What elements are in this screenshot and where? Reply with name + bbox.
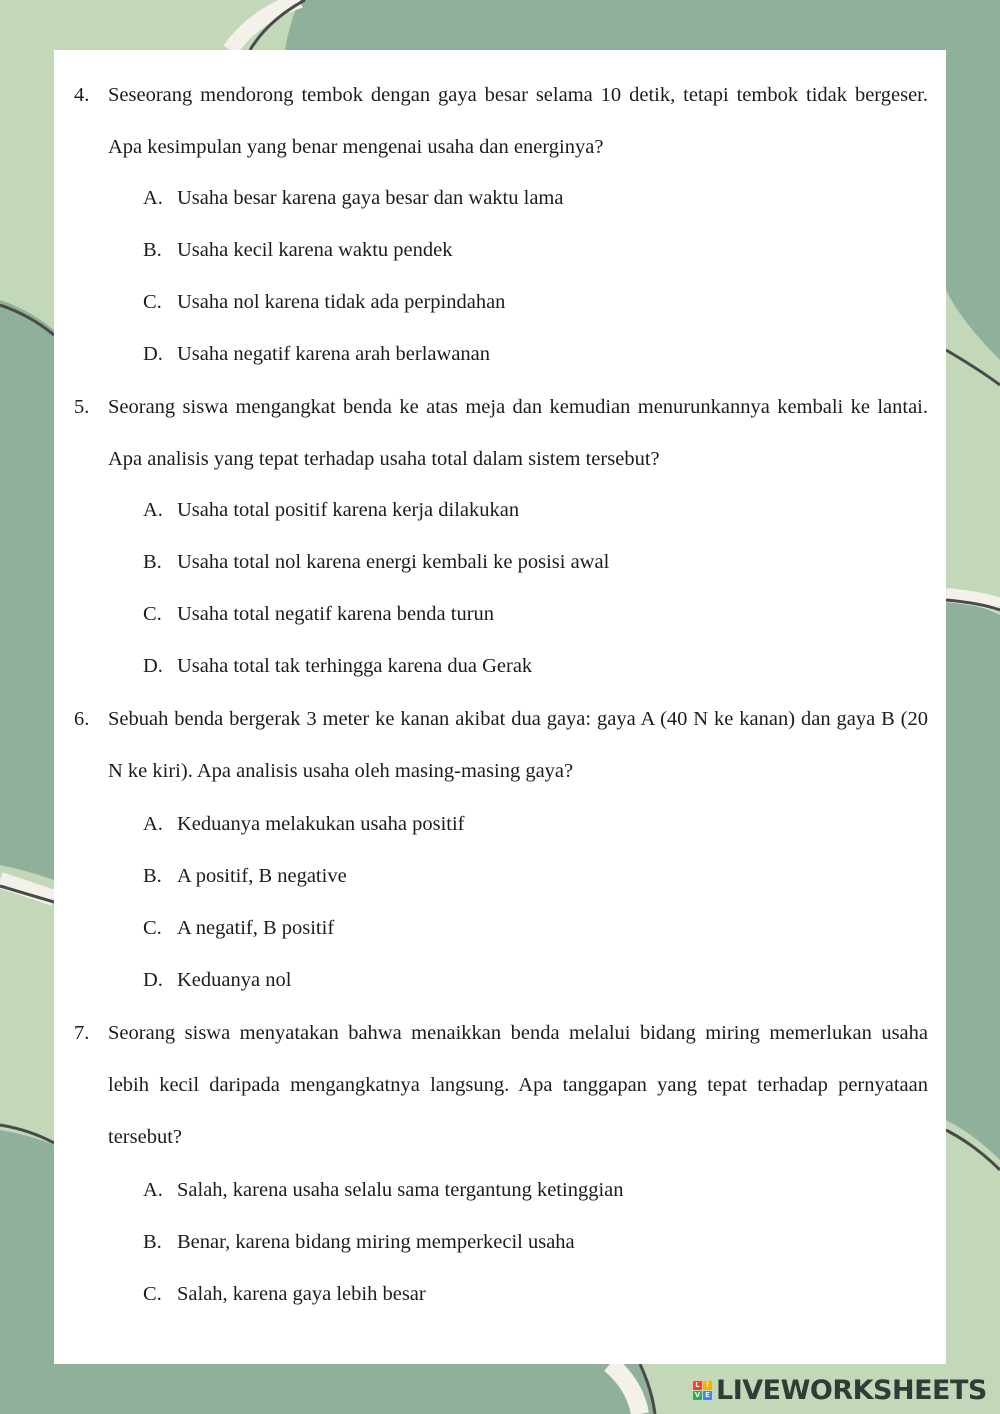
option-text: Usaha total positif karena kerja dilakukan [177, 499, 520, 521]
option-b [143, 547, 609, 577]
option-text: Keduanya melakukan usaha positif [177, 813, 465, 835]
question-7 [74, 1007, 928, 1163]
option-letter: B. [143, 551, 162, 573]
option-text: Usaha total nol karena energi kembali ke posisi awal [177, 551, 610, 573]
worksheet-page [54, 50, 946, 1364]
question-number: 5. [74, 396, 90, 418]
logo-letter: V [694, 1390, 701, 1399]
option-b [143, 235, 453, 265]
option-text: Salah, karena gaya lebih besar [177, 1283, 426, 1305]
liveworksheets-logo-icon [693, 1381, 712, 1400]
bg-blob-left-mid [0, 300, 54, 880]
option-text: A positif, B negative [177, 865, 347, 887]
option-letter: D. [143, 655, 163, 677]
option-a [143, 183, 563, 213]
option-letter: A. [143, 813, 163, 835]
option-letter: D. [143, 969, 163, 991]
option-c [143, 913, 334, 943]
option-text: Usaha kecil karena waktu pendek [177, 239, 453, 261]
option-text: Usaha nol karena tidak ada perpindahan [177, 291, 506, 313]
question-text: Seorang siswa menyatakan bahwa menaikkan benda melalui bidang miring memerlukan usaha lebih kecil daripada mengangkatnya langsung. Apa tanggapan yang tepat terhadap pernyataan tersebut? [108, 1022, 928, 1148]
option-letter: C. [143, 603, 162, 625]
question-6 [74, 693, 928, 797]
option-text: Usaha besar karena gaya besar dan waktu lama [177, 187, 564, 209]
option-c [143, 287, 505, 317]
option-d [143, 965, 291, 995]
option-a [143, 809, 464, 839]
option-text: Usaha total tak terhingga karena dua Gerak [177, 655, 533, 677]
option-b [143, 861, 347, 891]
question-text: Seseorang mendorong tembok dengan gaya besar selama 10 detik, tetapi tembok tidak bergeser. Apa kesimpulan yang benar mengenai usaha dan energinya? [108, 84, 928, 158]
question-number: 4. [74, 84, 90, 106]
option-d [143, 651, 532, 681]
bg-blob-left-bottom [0, 1130, 54, 1414]
option-letter: A. [143, 499, 163, 521]
logo-letter: i [703, 1381, 712, 1390]
bg-curve-right-1 [946, 350, 1000, 385]
option-text: Usaha total negatif karena benda turun [177, 603, 495, 625]
option-letter: A. [143, 187, 163, 209]
option-a [143, 1175, 624, 1205]
question-number: 7. [74, 1022, 90, 1044]
option-text: Benar, karena bidang miring memperkecil usaha [177, 1231, 575, 1253]
logo-letter: E [703, 1391, 712, 1400]
option-text: Salah, karena usaha selalu sama tergantung ketinggian [177, 1179, 624, 1201]
bg-blob-bottom [54, 1364, 655, 1414]
option-letter: B. [143, 1231, 162, 1253]
option-letter: C. [143, 917, 162, 939]
question-text: Sebuah benda bergerak 3 meter ke kanan akibat dua gaya: gaya A (40 N ke kanan) dan gaya B (20 N ke kiri). Apa analisis usaha oleh masing-masing gaya? [108, 708, 928, 782]
liveworksheets-brand[interactable] [693, 1374, 987, 1406]
option-text: Keduanya nol [177, 969, 292, 991]
option-letter: B. [143, 239, 162, 261]
option-letter: C. [143, 291, 162, 313]
option-a [143, 495, 519, 525]
option-c [143, 599, 494, 629]
question-5 [74, 381, 928, 485]
option-letter: D. [143, 343, 163, 365]
option-letter: A. [143, 1179, 163, 1201]
option-c [143, 1279, 426, 1309]
brand-name: LIVEWORKSHEETS [716, 1374, 987, 1406]
question-number: 6. [74, 708, 90, 730]
bg-blob-right-mid [946, 600, 1000, 1160]
option-text: Usaha negatif karena arah berlawanan [177, 343, 491, 365]
question-text: Seorang siswa mengangkat benda ke atas meja dan kemudian menurunkannya kembali ke lantai. Apa analisis yang tepat terhadap usaha total dalam sistem tersebut? [108, 396, 928, 470]
option-b [143, 1227, 575, 1257]
option-text: A negatif, B positif [177, 917, 335, 939]
option-letter: C. [143, 1283, 162, 1305]
question-4 [74, 69, 928, 173]
logo-letter: L [693, 1381, 702, 1390]
option-d [143, 339, 490, 369]
option-letter: B. [143, 865, 162, 887]
